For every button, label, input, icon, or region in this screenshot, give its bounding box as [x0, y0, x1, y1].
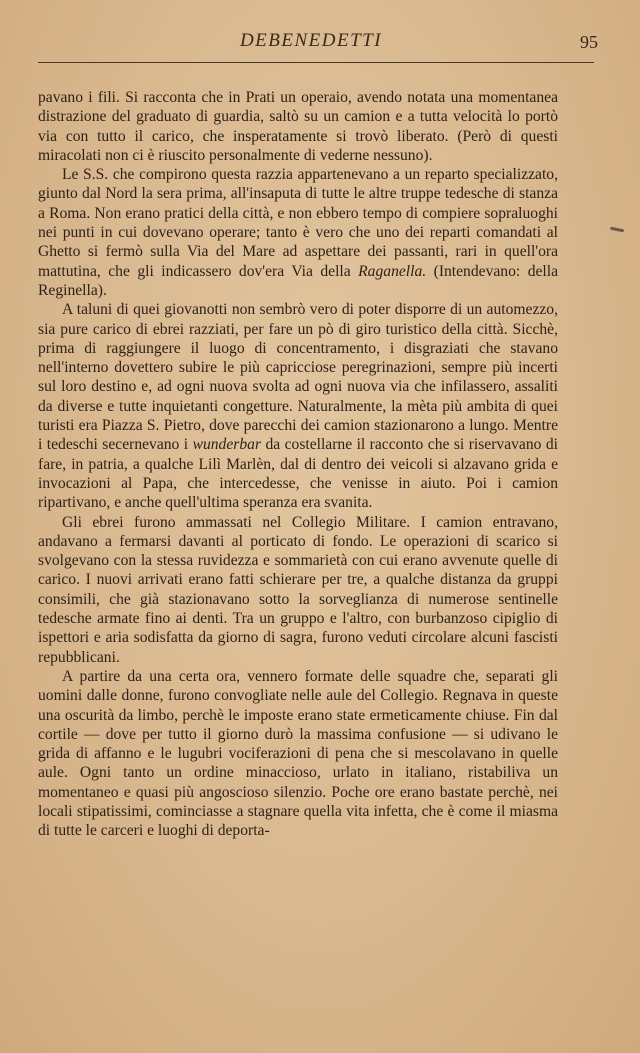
paragraph-4: Gli ebrei furono ammassati nel Collegio Militare. I camion entravano, andavano a fermarsi davanti al porticato di fondo. Le operazioni di scarico si svolgevano con la stessa ruvidezza e sommarietà con cui erano avvenute quelle di carico. I nuovi arrivati erano fatti schierare per tre, a qualche distanza da gruppi consimili, che già stazionavano sotto la sorveglianza di numerose sentinelle tedesche armate fino ai denti. Tra un gruppo e l'altro, con burbanzoso cipiglio di ispettori e aria sodisfatta da giorno di sagra, furono veduti circolare alcuni fascisti repubblicani.: [38, 513, 558, 666]
paragraph-3: [38, 300, 558, 512]
margin-pencil-mark: [610, 227, 624, 233]
running-head: [38, 30, 598, 64]
page-number: 95: [580, 32, 598, 52]
body-text: [38, 88, 558, 841]
paragraph-2-part-2: (Intendevano: della Reginella).: [38, 262, 558, 299]
header-rule: [38, 62, 594, 63]
paragraph-3-part-1: A taluni di quei giovanotti non sembrò vero di poter disporre di un automezzo, sia pure carico di ebrei razziati, per fare un pò di giro turistico della città. Sicchè, prima di raggiungere il luogo di concentramento, i disgraziati che stavano nell'interno dovettero subire le più capricciose peregrinazioni, sempre più incerti sul loro destino e, ad ogni nuova svolta ad ogni nuova via che infilassero, assaliti da diverse e tutte inquietanti congetture. Naturalmente, la mèta più ambita di quei turisti era Piazza S. Pietro, dove parecchi dei camion stazionarono a lungo. Mentre i tedeschi secernevano i: [38, 301, 558, 454]
paragraph-3-italic: wunderbar: [192, 436, 262, 454]
running-title: DEBENEDETTI: [239, 30, 383, 51]
paragraph-1: pavano i fili. Si racconta che in Prati un operaio, avendo notata una momentanea distrazione del graduato di guardia, saltò su un camion e a tutta velocità lo portò via con tutto il carico, che insperatamente si trovò liberato. (Però di questi miracolati non ci è riuscito personalmente di vederne nessuno).: [38, 89, 558, 164]
paragraph-5: A partire da una certa ora, vennero formate delle squadre che, separati gli uomini dalle donne, furono convogliate nelle aule del Collegio. Regnava in queste una oscurità da limbo, perchè le imposte erano state ermeticamente chiuse. Fin dal cortile — dove per tutto il giorno durò la massima confusione — si udivano le grida di affanno e le lugubri vociferazioni di pena che si mescolavano in quelle aule. Ogni tanto un ordine minaccioso, urlato in italiano, ristabiliva un momentaneo e quasi più angoscioso silenzio. Poche ore erano bastate perchè, nei locali stipatissimi, cominciasse a stagnare quella vita infetta, che è come il miasma di tutte le carceri e luoghi di deporta-: [38, 667, 558, 840]
paragraph-2-italic: Raganella.: [358, 262, 427, 280]
paragraph-3-part-2: da costellarne il racconto che si riservavano di fare, in patria, a qualche Lilì Marlèn, dal di dentro dei veicoli si alzavano grida e invocazioni al Papa, che intercedesse, che venisse in aiuto. Poi i camion ripartivano, e anche quell'ultima speranza era svanita.: [38, 436, 559, 512]
paragraph-2-part-1: Le S.S. che compirono questa razzia appartenevano a un reparto specializzato, giunto dal Nord la sera prima, all'insaputa di tutte le altre truppe tedesche di stanza a Roma. Non erano pratici della città, e non ebbero tempo di compiere sopraluoghi nei punti in cui dovevano operare; tanto è vero che uno dei reparti comandati al Ghetto si fermò sulla Via del Mare ad aspettare dei passanti, rari in quell'ora mattutina, che gli indicassero dov'era Via della: [38, 166, 558, 280]
paragraph-2: [38, 165, 558, 300]
